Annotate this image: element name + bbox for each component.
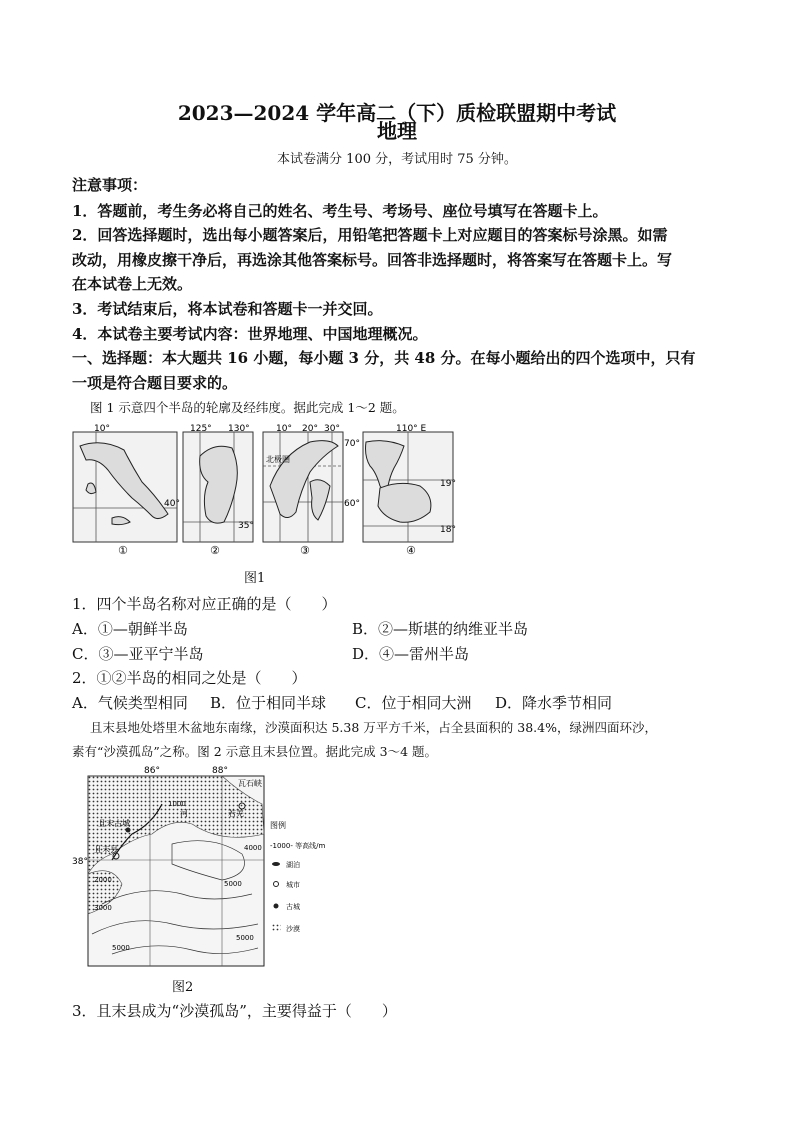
fig2-place-county: 且末县 [94,845,118,854]
note-1: 1．答题前，考生务必将自己的姓名、考生号、考场号、座位号填写在答题卡上。 [72,202,608,220]
note-2-line2: 改动，用橡皮擦干净后，再选涂其他答案标号。回答非选择题时，将答案写在答题卡上。写 [72,251,673,269]
fig2-place-ruoqiang: 若羌 [228,809,244,818]
note-2-line1: 2．回答选择题时，选出每小题答案后，用铅笔把答题卡上对应题目的答案标号涂黑。如需 [72,226,668,244]
map3-lat1: 70° [344,439,360,449]
q2-option-b[interactable]: B．位于相同半球 [210,694,327,712]
peninsula-map-3 [260,426,360,558]
peninsula-map-1 [72,426,178,558]
exam-info: 本试卷满分 100 分，考试用时 75 分钟。 [277,152,517,167]
map-label-3: ③ [300,544,310,557]
map2-lat: 35° [238,521,254,531]
note-3: 3．考试结束后，将本试卷和答题卡一并交回。 [72,300,383,318]
map1-lat: 40° [164,499,180,509]
contour-5000-a: 5000 [224,880,242,888]
map2-lon1: 125° [190,424,212,434]
subject-title: 地理 [377,119,417,143]
contour-5000-b: 5000 [112,944,130,952]
fig2-lat: 38° [72,857,88,867]
fig2-lon1: 86° [144,766,160,776]
q1-option-b[interactable]: B．②—斯堪的纳维亚半岛 [352,620,529,638]
notes-heading: 注意事项： [72,176,148,194]
fig2-river-label: 河 [180,809,188,818]
legend-contour: -1000- 等高线/m [270,842,326,850]
figure-1-intro: 图 1 示意四个半岛的轮廓及经纬度。据此完成 1～2 题。 [90,400,405,415]
contour-1000: 1000 [168,800,186,808]
legend-city: 城市 [286,881,300,889]
map3-lon2: 20° [302,424,318,434]
ancient-city-marker [126,828,131,833]
note-4: 4．本试卷主要考试内容：世界地理、中国地理概况。 [72,325,428,343]
contour-3000: 3000 [94,904,112,912]
legend-title: 图例 [270,821,286,830]
note-2-line3: 在本试卷上无效。 [72,275,193,293]
passage-line2: 素有“沙漠孤岛”之称。图 2 示意且末县位置。据此完成 3～4 题。 [72,744,438,759]
legend-ancient-city: 古城 [286,903,300,911]
contour-4000: 4000 [244,844,262,852]
map-label-1: ① [118,544,128,557]
q1-stem: 1．四个半岛名称对应正确的是（ ） [72,595,337,613]
map4-lon: 110° E [396,424,427,434]
peninsula-map-2 [180,426,256,558]
q2-stem: 2．①②半岛的相同之处是（ ） [72,669,307,687]
map4-lat1: 19° [440,479,456,489]
peninsula-map-4 [360,426,460,558]
map3-lon3: 30° [324,424,340,434]
fig2-place-washixia: 瓦石峡 [238,779,262,788]
legend-desert: 沙漠 [286,925,300,933]
map2-lon2: 130° [228,424,250,434]
map-label-2: ② [210,544,220,557]
contour-2000: 2000 [94,876,112,884]
section-heading-line2: 一项是符合题目要求的。 [72,374,238,392]
figure-2-map [72,764,372,970]
q2-option-d[interactable]: D．降水季节相同 [495,694,613,712]
exam-title: 2023—2024 学年高二（下）质检联盟期中考试 [177,101,617,125]
figure-2-caption: 图2 [172,980,194,995]
q1-option-c[interactable]: C．③—亚平宁半岛 [72,645,204,663]
q1-option-d[interactable]: D．④—雷州半岛 [352,645,470,663]
map3-lat2: 60° [344,499,360,509]
legend-lake: 湖泊 [286,861,300,869]
figure-1-caption: 图1 [244,571,266,586]
q2-option-c[interactable]: C．位于相同大洲 [355,694,472,712]
passage-line1: 且末县地处塔里木盆地东南缘，沙漠面积达 5.38 万平方千米，占全县面积的 38.4%，绿洲四面环沙， [90,720,657,735]
fig2-lon2: 88° [212,766,228,776]
q3-stem: 3．且末县成为“沙漠孤岛”，主要得益于（ ） [72,1002,397,1020]
map4-lat2: 18° [440,525,456,535]
fig2-place-ancient: 且末古城 [98,819,130,828]
q1-option-a[interactable]: A．①—朝鲜半岛 [72,620,188,638]
q2-option-a[interactable]: A．气候类型相同 [72,694,188,712]
map3-lon1: 10° [276,424,292,434]
arctic-circle-label: 北极圈 [266,455,290,464]
contour-5000-c: 5000 [236,934,254,942]
map-label-4: ④ [406,544,416,557]
map1-lon: 10° [94,424,110,434]
section-heading-line1: 一、选择题：本大题共 16 小题，每小题 3 分，共 48 分。在每小题给出的四个选项中，只有 [72,349,696,367]
